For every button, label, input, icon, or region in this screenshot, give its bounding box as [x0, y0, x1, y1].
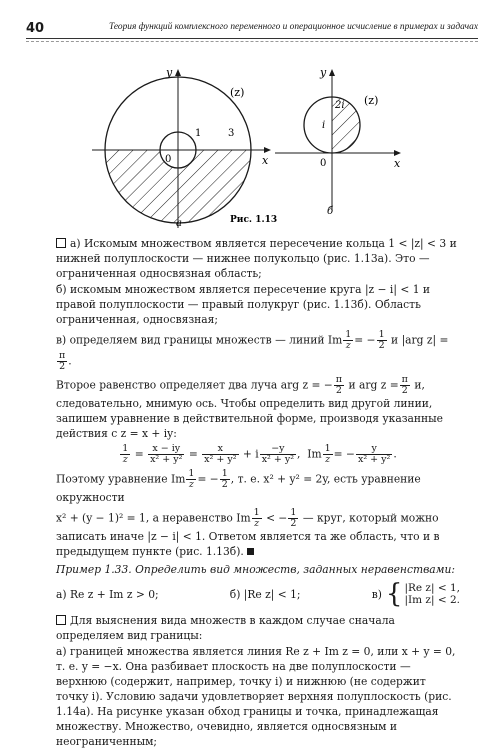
page-number: 40 — [26, 21, 45, 36]
r-inner-label: 1 — [195, 128, 202, 139]
x-label-a: x — [262, 154, 269, 167]
x-label-b: x — [394, 157, 401, 170]
paragraph-b: б) искомым множеством является пересечение круга |z − i| < 1 и правой полуплоскости — правый полукруг (рис. 1.13б). Область ограниченная, односвязная; — [56, 283, 431, 326]
body-text — [56, 236, 460, 750]
paragraph-a: а) Искомым множеством является пересечение кольца 1 < |z| < 3 и нижней полуплоскости — нижнее полукольцо (рис. 1.13а). Это — ограниченная односвязная область; — [56, 237, 457, 280]
region-label-a: (z) — [230, 86, 245, 99]
running-title: Теория функций комплексного переменного и операционное исчисление в примерах и задачах — [108, 22, 478, 32]
figure-a — [92, 66, 270, 229]
paragraph-c: в) определяем вид границы множеств — линий Im $\frac{1}{z}$ = − $\frac{1}{2}$ и |arg z| = $\frac{\pi}{2}$ . — [56, 329, 449, 372]
r-outer-label: 3 — [228, 128, 235, 139]
example-item-a: а) Re z + Im z > 0; — [56, 587, 159, 601]
main-equation: $\frac{1}{z}$ = $\frac{x - iy}{\text{x² + y²}}$ = $\frac{x}{\text{x² + y²}}$ + i $\frac{-y}{\text{x² + y²}}$ , Im $\frac{1}{z}$ = − $\frac{y}{\text{x² + y²}}$ . — [122, 443, 397, 465]
solution-start-icon-2 — [56, 615, 66, 625]
paragraph-g: Для выяснения вида множеств в каждом случае сначала определяем вид границы: — [56, 614, 395, 642]
label-a: а — [176, 218, 182, 229]
example-item-c: в) { |Re z| < 1, |Im z| < 2. — [371, 579, 460, 609]
example-items — [56, 581, 460, 607]
solution-start-icon — [56, 238, 66, 248]
figure-b — [275, 66, 401, 217]
example-item-b: б) |Re z| < 1; — [229, 587, 301, 601]
label-b: б — [327, 206, 334, 217]
origin-label-a: 0 — [165, 154, 172, 165]
two-i-label: 2i — [335, 100, 345, 111]
y-label-a: y — [166, 66, 173, 79]
paragraph-f: x² + (y − 1)² = 1, а неравенство Im $\frac{1}{z}$ < − $\frac{1}{2}$ — круг, который можно записать иначе |z − i| < 1. Ответом является та же область, что и в предыдущем пункте (рис. 1.13б). — [56, 507, 440, 558]
paragraph-h: а) границей множества является линия Re z + Im z = 0, или x + y = 0, т. е. y = −x. Она разбивает плоскость на две полуплоскости — верхнюю (содержит, например, точку i) и нижнюю (не содержит точку i). Условию задачи удовлетворяет верхняя полуплоскость (рис. 1.14а). На рисунке указан обход границы и точка, принадлежащая множеству. Множество, очевидно, является односвязным и неограниченным; — [56, 645, 456, 748]
origin-label-b: 0 — [320, 158, 327, 169]
figure-caption: Рис. 1.13 — [230, 215, 278, 225]
region-label-b: (z) — [364, 94, 379, 107]
paragraph-d: Второе равенство определяет два луча arg z = − $\frac{\pi}{2}$ и arg z = $\frac{\pi}{2}$ и, следовательно, мнимую ось. Чтобы определить вид другой линии, запишем уравнение в действительной форме, производя указанные действия с z = x + iy: — [56, 374, 443, 440]
i-label: i — [322, 120, 326, 131]
example-heading: Пример 1.33. Определить вид множеств, заданных неравенствами: — [56, 563, 456, 576]
paragraph-e: Поэтому уравнение Im $\frac{1}{z}$ = − $\frac{1}{2}$ , т. е. x² + y² = 2y, есть уравнение окружности — [56, 468, 421, 504]
y-label-b: y — [320, 66, 327, 79]
end-of-proof-icon — [247, 548, 254, 555]
figure-1-13 — [0, 0, 500, 240]
